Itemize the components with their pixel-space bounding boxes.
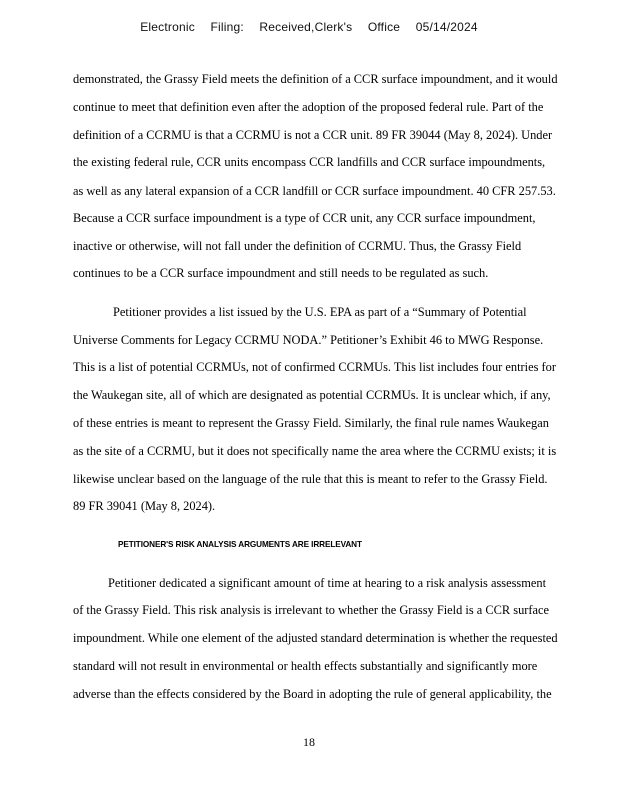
text-line: the Waukegan site, all of which are designated as potential CCRMUs. It is unclear which, if any,: [73, 388, 551, 402]
text-line: the existing federal rule, CCR units encompass CCR landfills and CCR surface impoundments,: [73, 155, 546, 169]
text-line: impoundment. While one element of the adjusted standard determination is whether the requested: [73, 631, 558, 645]
text-line: likewise unclear based on the language of the rule that this is meant to refer to the Grassy Field.: [73, 472, 548, 486]
header-date: 05/14/2024: [415, 20, 478, 34]
text-line: Petitioner provides a list issued by the U.S. EPA as part of a “Summary of Potential: [113, 305, 527, 319]
text-line: of these entries is meant to represent the Grassy Field. Similarly, the final rule names Waukegan: [73, 416, 549, 430]
text-line: as the site of a CCRMU, but it does not specifically name the area where the CCRMU exists; it is: [73, 444, 557, 458]
header-office: Office: [367, 20, 401, 34]
page-number: 18: [303, 735, 315, 749]
text-line: Petitioner dedicated a significant amount of time at hearing to a risk analysis assessment: [108, 576, 547, 590]
text-line: definition of a CCRMU is that a CCRMU is not a CCR unit. 89 FR 39044 (May 8, 2024). Under: [73, 128, 553, 142]
text-line: adverse than the effects considered by the Board in adopting the rule of general applicability, the: [73, 687, 552, 701]
text-line: of the Grassy Field. This risk analysis is irrelevant to whether the Grassy Field is a CCR surface: [73, 603, 550, 617]
text-line: Universe Comments for Legacy CCRMU NODA.” Petitioner’s Exhibit 46 to MWG Response.: [73, 333, 544, 347]
text-line: Because a CCR surface impoundment is a type of CCR unit, any CCR surface impoundment,: [73, 211, 536, 225]
text-line: as well as any lateral expansion of a CCR landfill or CCR surface impoundment. 40 CFR 257.53.: [73, 184, 556, 198]
text-line: 89 FR 39041 (May 8, 2024).: [73, 499, 216, 513]
text-line: standard will not result in environmental or health effects substantially and significantly more: [73, 659, 538, 673]
text-line: continues to be a CCR surface impoundment and still needs to be regulated as such.: [73, 266, 489, 280]
text-line: This is a list of potential CCRMUs, not of confirmed CCRMUs. This list includes four entries for: [73, 360, 556, 374]
text-line: demonstrated, the Grassy Field meets the definition of a CCR surface impoundment, and it would: [73, 72, 558, 86]
header-electronic: Electronic: [140, 20, 195, 34]
filing-header: [0, 20, 618, 34]
header-received: Received,Clerk's: [259, 20, 353, 34]
text-line: continue to meet that definition even after the adoption of the proposed federal rule. Part of the: [73, 100, 544, 114]
header-filing: Filing:: [210, 20, 244, 34]
text-line: inactive or otherwise, will not fall under the definition of CCRMU. Thus, the Grassy Field: [73, 239, 522, 253]
section-heading: PETITIONER'S RISK ANALYSIS ARGUMENTS ARE IRRELEVANT: [118, 540, 362, 549]
